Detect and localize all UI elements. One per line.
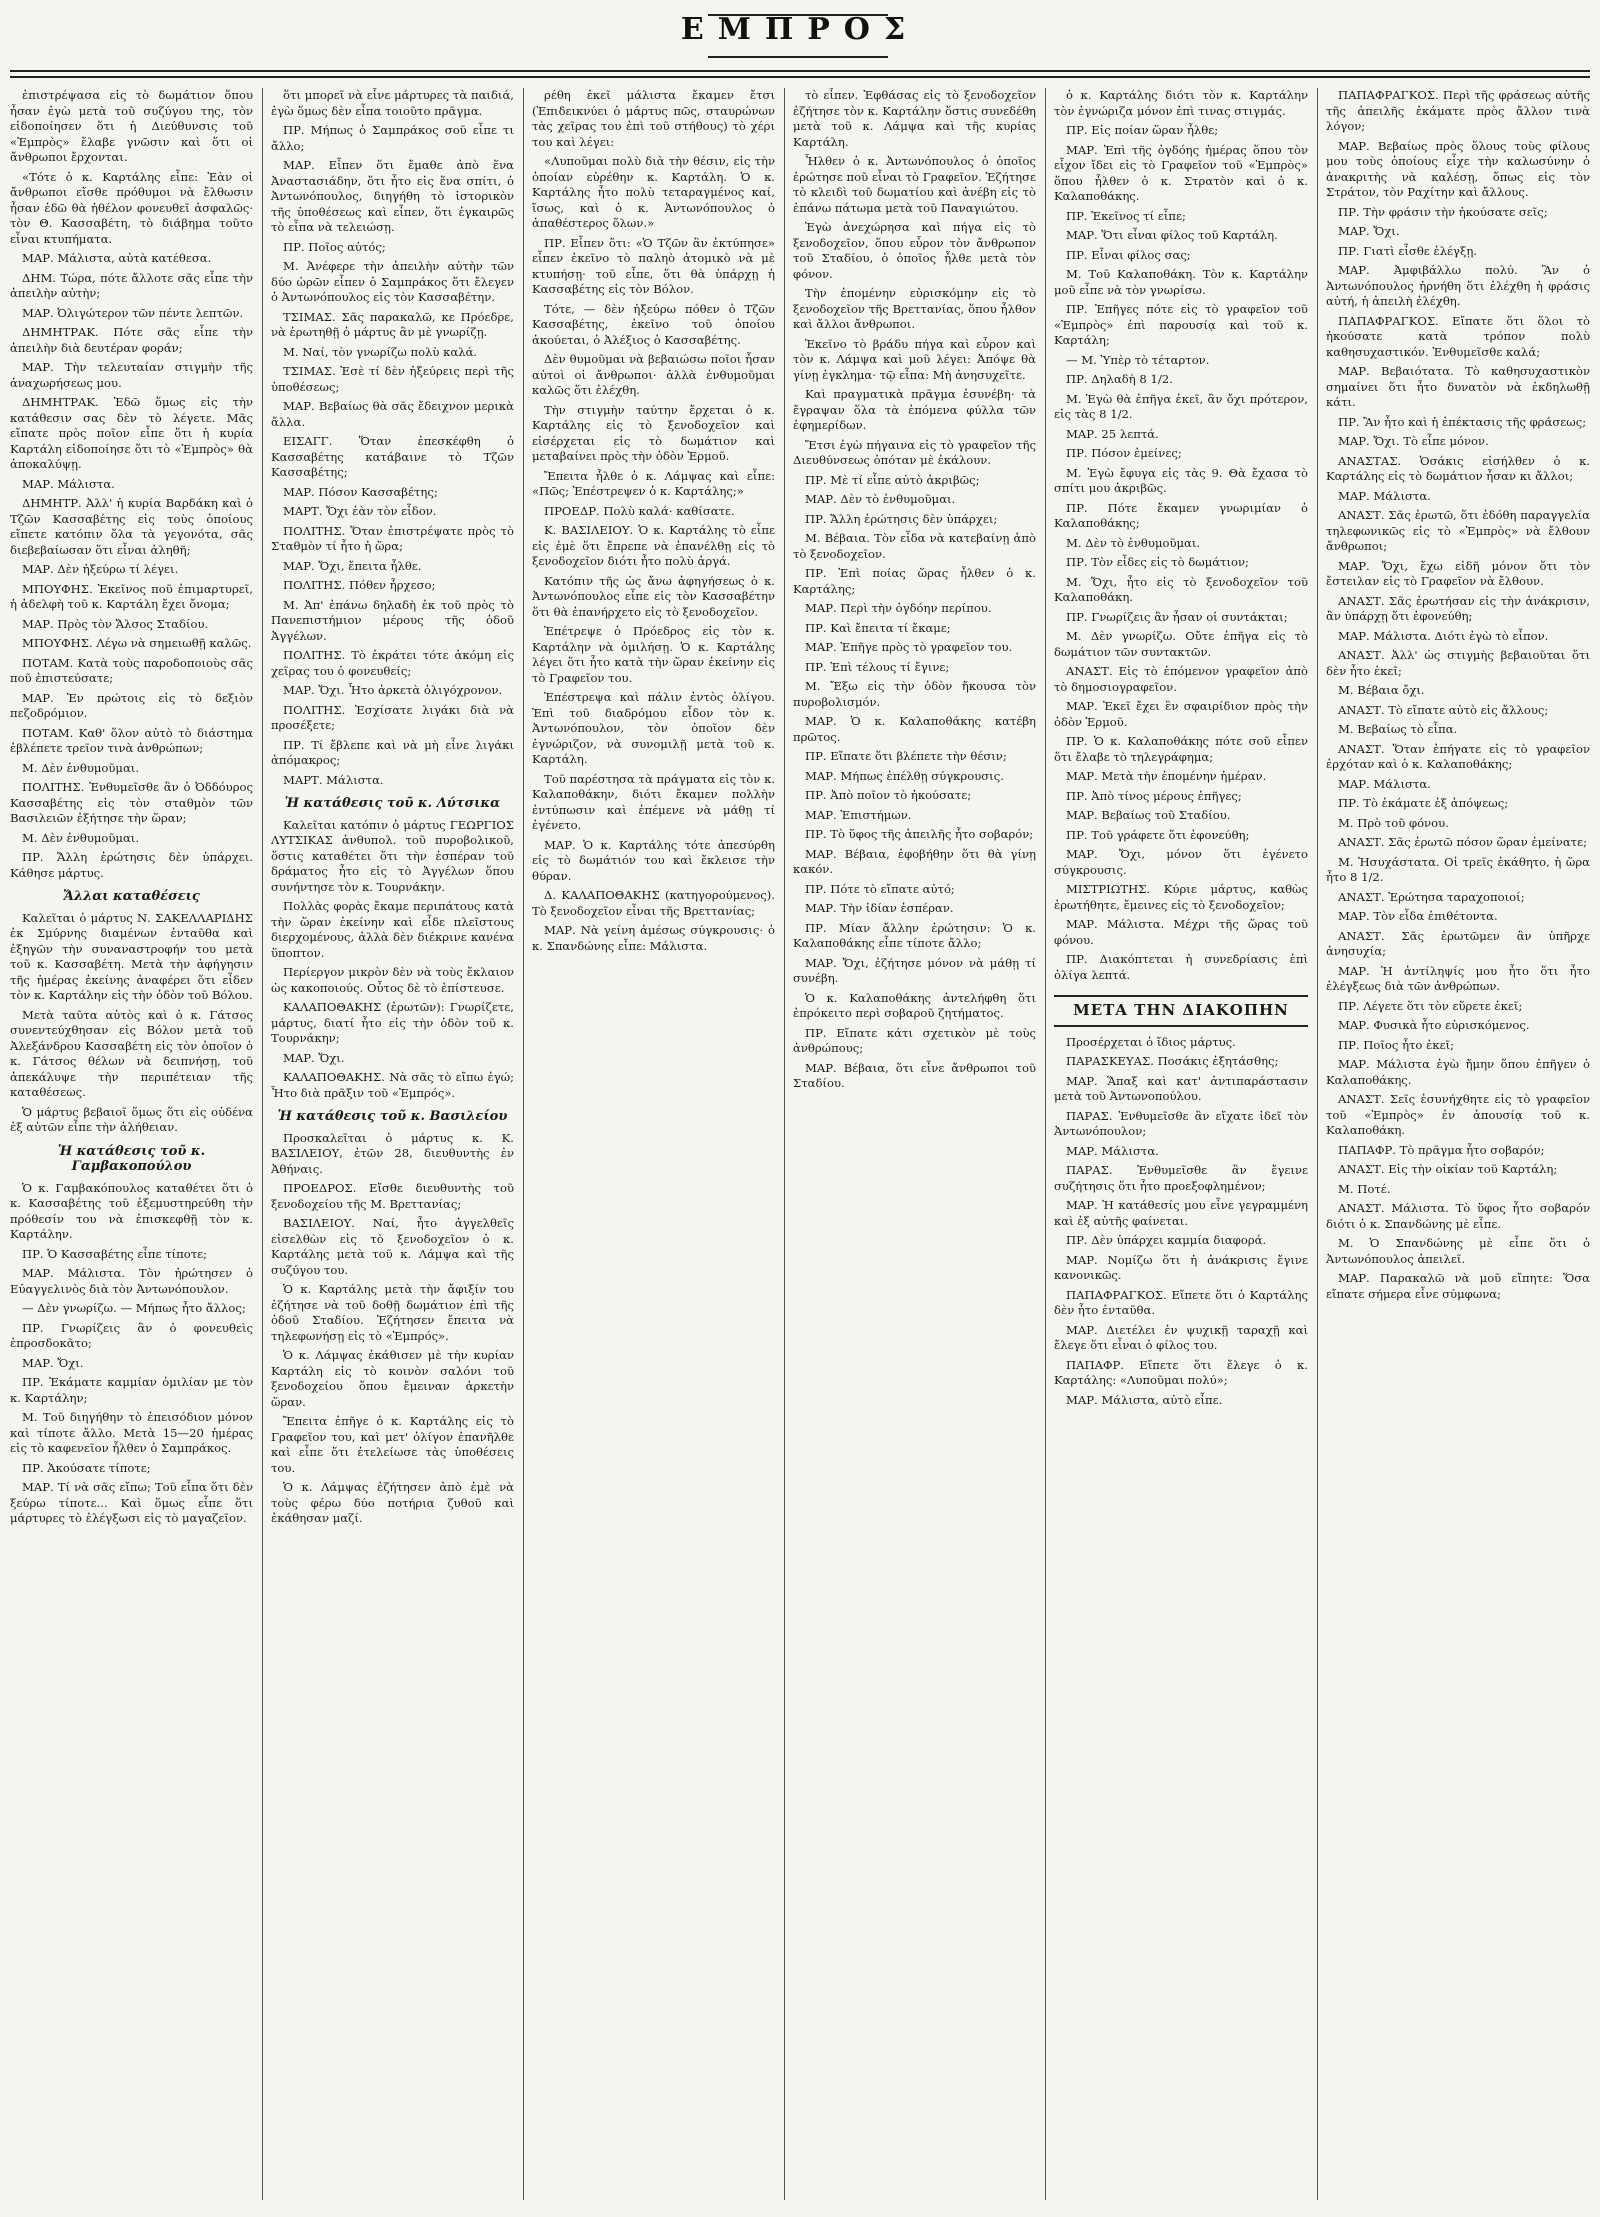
column-2-body-2 xyxy=(271,818,514,1102)
article-paragraph: ΑΝΑΣΤΑΣ. Ὁσάκις εἰσήλθεν ὁ κ. Καρτάλης εἰς τὸ δωμάτιον ἦσαν κι ἄλλοι; xyxy=(1326,453,1590,483)
article-paragraph: «Τότε ὁ κ. Καρτάλης εἶπε: Ἐὰν οἱ ἄνθρωποι εἴσθε πρόθυμοι νὰ ἔλθωσιν ἦσαν ἐδῶ θὰ ἠθέλον φονευθεῖ ἀσφαλῶς· τὸν Θ. Κασσαβέτη, τὸ διάβημα τοῦτο εἶναι κτυπήματα. xyxy=(10,169,253,246)
article-paragraph: Ἔτσι ἐγὼ πήγαινα εἰς τὸ γραφεῖον τῆς Διευθύνσεως ὁπόταν μὲ ἐκάλουν. xyxy=(793,437,1036,467)
article-paragraph: ΜΑΡ. Ἅπαξ καὶ κατ' ἀντιπαράστασιν μετὰ τοῦ Ἀντωνοπούλου. xyxy=(1054,1073,1308,1103)
article-paragraph: ΠΡ. Ἐπὶ τέλους τί ἔγινε; xyxy=(805,659,950,674)
column-1 xyxy=(10,88,253,2200)
article-paragraph: ΠΡ. Ἐπῆγες πότε εἰς τὸ γραφεῖον τοῦ «Ἐμπρὸς» ἐπὶ παρουσίᾳ καὶ τοῦ κ. Καρτάλη; xyxy=(1054,302,1308,347)
article-paragraph: ΜΑΡ. Τὸν εἶδα ἐπιθέτοντα. xyxy=(1338,909,1498,923)
article-paragraph: Ὁ κ. Γαμβακόπουλος καταθέτει ὅτι ὁ κ. Κασσαβέτης τοῦ ἐξεμυστηρεύθη τὴν πρόθεσίν του νὰ ἐπισκεφθῇ τὸν κ. Καρτάλην. xyxy=(10,1180,253,1241)
article-paragraph: Τότε, — δὲν ἠξεύρω πόθεν ὁ Τζῶν Κασσαβέτης, ἐκεῖνο τοῦ ὁποίου ἀκούεται, ὁ Ἀλέξιος ὁ Κασσαβέτης. xyxy=(532,301,775,347)
article-paragraph: ΠΡ. Ἄλλη ἐρώτησις δὲν ὑπάρχει. Κάθησε μάρτυς. xyxy=(10,850,253,880)
article-paragraph: ΑΝΑΣΤ. Τὸ εἴπατε αὐτὸ εἰς ἄλλους; xyxy=(1338,702,1549,717)
article-paragraph: ΑΝΑΣΤ. Μάλιστα. Τὸ ὕφος ἦτο σοβαρόν διότι ὁ κ. Σπανδώνης μὲ εἶπε. xyxy=(1326,1201,1590,1231)
article-paragraph: Μ. Ὁ Σπανδώνης μὲ εἶπε ὅτι ὁ Ἀντωνόπουλος ἀπειλεῖ. xyxy=(1326,1236,1590,1266)
article-paragraph: Μ. Ἀνέφερε τὴν ἀπειλὴν αὐτὴν τῶν δύο ὡρῶν εἶπεν ὁ Σαμπράκος ὅτι ἔλεγεν ὁ Ἀντωνόπουλος εἰς τὸν Κασσαβέτην. xyxy=(271,259,514,304)
column-1-heading: Ἄλλαι καταθέσεις xyxy=(63,889,200,904)
article-paragraph: Μ. Δὲν γνωρίζω. Οὔτε ἐπῆγα εἰς τὸ δωμάτιον τῶν συντακτῶν. xyxy=(1054,629,1308,659)
article-paragraph: ΠΡ. Ἐκάματε καμμίαν ὁμιλίαν με τὸν κ. Καρτάλην; xyxy=(10,1375,253,1405)
article-paragraph: Δ. ΚΑΛΑΠΟΘΑΚΗΣ (κατηγορούμενος). Τὸ ξενοδοχεῖον εἶναι τῆς Βρεττανίας; xyxy=(532,888,775,918)
article-paragraph: Μ. Ἠσυχάστατα. Οἱ τρεῖς ἐκάθητο, ἡ ὥρα ἦτο 8 1/2. xyxy=(1326,854,1590,884)
article-paragraph: Μ. Τοῦ διηγήθην τὸ ἐπεισόδιον μόνον καὶ τίποτε ἄλλο. Μετὰ 15—20 ἡμέρας εἰς τὸ καφενεῖον ἦλθεν ὁ Σαμπράκος. xyxy=(10,1410,253,1455)
article-paragraph: Προσκαλεῖται ὁ μάρτυς κ. Κ. ΒΑΣΙΛΕΙΟΥ, ἐτῶν 28, διευθυντὴς ἐν Ἀθήναις. xyxy=(271,1130,514,1176)
article-paragraph: Ὁ μάρτυς βεβαιοῖ ὅμως ὅτι εἰς οὐδένα ἐξ αὐτῶν εἶπε τὴν ἀλήθειαν. xyxy=(10,1104,253,1134)
article-paragraph: ΜΑΡ. Ἐπὶ τῆς ὀγδόης ἡμέρας ὅπου τὸν εἶχον ἴδει εἰς τὸ Γραφεῖον τοῦ «Ἐμπρὸς» ὅπου ἦλθεν ὁ κ. Στρατὸν καὶ ὁ κ. Καλαποθάκης. xyxy=(1054,142,1308,203)
article-paragraph: ΜΑΡ. Ἐπιστήμων. xyxy=(805,807,912,822)
column-3-body xyxy=(532,88,775,954)
article-paragraph: ΔΗΜ. Τώρα, πότε ἄλλοτε σᾶς εἶπε τὴν ἀπειλὴν αὐτὴν; xyxy=(10,270,253,300)
article-paragraph: ΠΡ. Μήπως ὁ Σαμπράκος σοῦ εἶπε τι ἄλλο; xyxy=(271,123,514,153)
article-paragraph: ΜΑΡΤ. Ὄχι ἐὰν τὸν εἶδον. xyxy=(283,504,437,518)
column-6 xyxy=(1326,88,1590,2200)
article-paragraph: ΠΑΠΑΦΡΑΓΚΟΣ. Εἴπατε ὅτι ὅλοι τὸ ἠκούσατε κατὰ τρόπον πολὺ καθησυχαστικόν. Ἐνθυμεῖσθε καλά; xyxy=(1326,313,1590,359)
article-paragraph: ΔΗΜΗΤΡΑΚ. Πότε σᾶς εἶπε τὴν ἀπειλὴν διὰ δευτέραν φοράν; xyxy=(10,325,253,355)
article-paragraph: ΜΑΡ. Ὄχι. xyxy=(283,1050,345,1065)
article-paragraph: ΠΟΛΙΤΗΣ. Ἐνθυμεῖσθε ἂν ὁ Ὀδδόυρος Κασσαβέτης εἰς τὸν σταθμὸν τῶν Βασιλειῶν ἐξήτησε τὴν ὥραν; xyxy=(10,780,253,825)
article-paragraph: ΜΑΡ. Βεβαίως θὰ σᾶς ἔδειχνον μερικὰ ἄλλα. xyxy=(271,399,514,429)
column-rule xyxy=(262,88,263,2200)
article-paragraph: ΠΡ. Πότε ἔκαμεν γνωριμίαν ὁ Καλαποθάκης; xyxy=(1054,500,1308,530)
article-paragraph: Μ. Ἀπ' ἐπάνω δηλαδὴ ἐκ τοῦ πρὸς τὸ Πανεπιστήμιον μέρους τῆς ὁδοῦ Ἀγγέλων. xyxy=(271,597,514,643)
article-paragraph: Περίεργον μικρὸν δὲν νὰ τοὺς ἔκλαιον ὡς κακοποιούς. Οὗτος δὲ τὸ ἐπίστευσε. xyxy=(271,965,514,995)
section-heading-after-recess: ΜΕΤΑ ΤΗΝ ΔΙΑΚΟΠΗΝ xyxy=(1054,995,1308,1027)
column-1-body-2 xyxy=(10,911,253,1136)
article-paragraph: ΠΑΠΑΦΡΑΓΚΟΣ. Περὶ τῆς φράσεως αὐτῆς τῆς ἀπειλῆς ἐκάματε πρὸς ἄλλον τινὰ λόγον; xyxy=(1326,88,1590,133)
article-paragraph: ΠΡ. Τὴν φράσιν τὴν ἠκούσατε σεῖς; xyxy=(1338,204,1548,219)
article-paragraph: ΑΝΑΣΤ. Σεῖς ἐσυνήχθητε εἰς τὸ γραφεῖον τοῦ «Ἐμπρὸς» ἐν ἀπουσίᾳ τοῦ κ. Καλαποθάκη. xyxy=(1326,1092,1590,1137)
article-paragraph: ΚΑΛΑΠΟΘΑΚΗΣ. Νὰ σᾶς τὸ εἴπω ἐγώ; Ἦτο διὰ πρᾶξιν τοῦ «Ἐμπρός». xyxy=(271,1070,514,1100)
article-paragraph: ΠΡ. Μὲ τί εἶπε αὐτὸ ἀκριβῶς; xyxy=(805,472,980,487)
article-paragraph: ΜΑΡ. Μάλιστα. xyxy=(1338,488,1431,503)
article-paragraph: ΠΟΛΙΤΗΣ. Τὸ ἐκράτει τότε ἀκόμη εἰς χεῖρας του ὁ φονευθείς; xyxy=(271,648,514,678)
article-paragraph: Ἐπέστρεψα καὶ πάλιν ἐντὸς ὀλίγου. Ἐπὶ τοῦ διαδρόμου εἶδον τὸν κ. Ἀντωνόπουλον, τὸν ὁποῖον δὲν ἐγνώριζον, νὰ συνομιλῇ μετὰ τοῦ κ. Καρτάλη. xyxy=(532,690,775,766)
article-paragraph: ΜΑΡ. Μάλιστα, αὐτὸ εἶπε. xyxy=(1066,1392,1223,1407)
article-paragraph: ΠΡ. Μίαν ἄλλην ἐρώτησιν: Ὁ κ. Καλαποθάκης εἶπε τίποτε ἄλλο; xyxy=(793,920,1036,950)
article-paragraph: ρέθη ἐκεῖ μάλιστα ἔκαμεν ἔτσι (Ἐπιδεικνύει ὁ μάρτυς πῶς, σταυρώνων τὰς χεῖρας του ἐπὶ τοῦ στήθους) τὸ χέρι του καὶ λέγει: xyxy=(532,88,775,149)
article-paragraph: ΜΑΡ. Ἐπῆγε πρὸς τὸ γραφεῖον του. xyxy=(805,640,1013,654)
article-paragraph: ΜΑΡ. Τί νὰ σᾶς εἴπω; Τοῦ εἶπα ὅτι δὲν ξεύρω τίποτε... Καὶ ὅμως εἶπε ὅτι μάρτυρες τὸ ἐλέγξωσι εἰς τὸ μαγαζεῖον. xyxy=(10,1480,253,1525)
article-paragraph: ΑΝΑΣΤ. Ἀλλ' ὡς στιγμὴς βεβαιοῦται ὅτι δὲν ἦτο ἐκεῖ; xyxy=(1326,648,1590,678)
article-paragraph: ΑΝΑΣΤ. Εἰς τὴν οἰκίαν τοῦ Καρτάλη; xyxy=(1338,1162,1558,1176)
article-paragraph: ΠΡ. Γιατὶ εἶσθε ἐλέγξῃ. xyxy=(1338,243,1478,258)
article-paragraph: ΤΣΙΜΑΣ. Σᾶς παρακαλῶ, κε Πρόεδρε, νὰ ἐρωτηθῇ ὁ μάρτυς ἂν μὲ γνωρίζῃ. xyxy=(271,309,514,339)
article-paragraph: ΜΑΡΤ. Μάλιστα. xyxy=(283,772,384,787)
article-paragraph: Μ. Δὲν ἐνθυμοῦμαι. xyxy=(22,830,140,845)
article-paragraph: ΜΑΡ. Ὄχι. Τὸ εἶπε μόνον. xyxy=(1338,434,1489,448)
article-paragraph: ΜΑΡ. Ἡ κατάθεσίς μου εἶνε γεγραμμένη καὶ ἐξ αὐτῆς φαίνεται. xyxy=(1054,1198,1308,1228)
article-paragraph: Μ. Βέβαια. Τὸν εἶδα νὰ κατεβαίνῃ ἀπὸ τὸ ξενοδοχεῖον. xyxy=(793,531,1036,561)
article-paragraph: ΠΡ. Γνωρίζεις ἂν ὁ φονευθεὶς ἐπροσδοκᾶτο; xyxy=(10,1320,253,1350)
article-paragraph: ΔΗΜΗΤΡΑΚ. Ἐδῶ ὅμως εἰς τὴν κατάθεσιν σας δὲν τὸ λέγετε. Μᾶς εἴπατε πρὸς ποῖον εἶπε ὅτι ἡ κυρία Καρτάλη εἰδοποίησε ὅτι τὸ «Ἐμπρὸς» θὰ ἀποκαλύψῃ. xyxy=(10,395,253,471)
article-paragraph: ΠΡ. Τί ἔβλεπε καὶ νὰ μὴ εἶνε λιγάκι ἀπόμακρος; xyxy=(271,737,514,767)
column-rule xyxy=(1317,88,1318,2200)
article-paragraph: ΜΑΡ. Ὄχι, ἔχω εἰδῆ μόνον ὅτι τὸν ἔστειλαν εἰς τὸ Γραφεῖον νὰ ἔλθουν. xyxy=(1326,558,1590,588)
article-paragraph: ΠΡ. Ἄλλη ἐρώτησις δὲν ὑπάρχει; xyxy=(805,511,998,526)
column-5-body-2 xyxy=(1054,1035,1308,1409)
article-paragraph: ΠΡ. Εἰς ποίαν ὥραν ἦλθε; xyxy=(1066,123,1219,137)
article-paragraph: ΜΑΡ. Βεβαιότατα. Τὸ καθησυχαστικὸν σημαίνει ὅτι ἦτο δυνατὸν νὰ ἐκδηλωθῇ κάτι. xyxy=(1326,364,1590,409)
article-paragraph: ΜΑΡ. Ὀλιγώτερον τῶν πέντε λεπτῶν. xyxy=(22,305,244,320)
article-paragraph: ΠΡ. Πότε τὸ εἴπατε αὐτό; xyxy=(805,881,955,896)
column-5 xyxy=(1054,88,1308,2200)
article-paragraph: ΔΗΜΗΤΡ. Ἀλλ' ἡ κυρία Βαρδάκη καὶ ὁ Τζῶν Κασσαβέτης εἰς τοὺς ὁποίους εἴπετε κατόπιν ὅλα τὰ γεγονότα, σᾶς διεβεβαίωσαν ὅτι εἶναι ἀληθῆ; xyxy=(10,496,253,557)
article-paragraph: ΜΑΡ. Μάλιστα. xyxy=(1338,776,1431,791)
article-paragraph: ΠΡ. Γνωρίζεις ἂν ἦσαν οἱ συντάκται; xyxy=(1066,609,1288,624)
article-paragraph: ΑΝΑΣΤ. Ὅταν ἐπήγατε εἰς τὸ γραφεῖον ἐρχόταν καὶ ὁ κ. Καλαποθάκης; xyxy=(1326,741,1590,771)
article-paragraph: ΠΑΡΑΣ. Ἐνθυμεῖσθε ἂν εἴχατε ἰδεῖ τὸν Ἀντωνόπουλον; xyxy=(1054,1108,1308,1138)
article-paragraph: ΜΑΡ. Ὄχι, ἐζήτησε μόνον νὰ μάθῃ τί συνέβη. xyxy=(793,955,1036,985)
article-paragraph: Μετὰ ταῦτα αὐτὸς καὶ ὁ κ. Γάτσος συνεντεύχθησαν εἰς Βόλον μετὰ τοῦ Ἀλεξάνδρου Κασσαβέτη εἰς τὸν ὁποῖον ὁ κ. Γάτσος θέλων νὰ δειπνήσῃ, τοῦ ἀπεκάλυψε τὴν περιπέτειαν τῆς καταθέσεως. xyxy=(10,1007,253,1099)
article-paragraph: Ὁ κ. Λάμψας ἐζήτησεν ἀπὸ ἐμὲ νὰ τοὺς φέρω δύο ποτήρια ζυθοῦ καὶ ἐκάθησαν μαζί. xyxy=(271,1480,514,1525)
article-paragraph: Μ. Δὲν ἐνθυμοῦμαι. xyxy=(22,760,140,775)
article-paragraph: Πολλὰς φορὰς ἔκαμε περιπάτους κατὰ τὴν ὥραν ἐκείνην καὶ εἶδε πλεῖστους διερχομένους, ἀλλὰ δὲν διέκρινε κανένα ὕποπτον. xyxy=(271,899,514,960)
article-paragraph: ὁ κ. Καρτάλης διότι τὸν κ. Καρτάλην τὸν ἐγνώριζα μόνον ἐπὶ τινας στιγμάς. xyxy=(1054,88,1308,118)
article-paragraph: Μ. Ναί, τὸν γνωρίζω πολὺ καλά. xyxy=(283,344,478,359)
article-paragraph: Μ. Βέβαια ὄχι. xyxy=(1338,683,1425,697)
article-paragraph: ΜΑΡ. Μάλιστα. Μέχρι τῆς ὥρας τοῦ φόνου. xyxy=(1054,917,1308,947)
article-paragraph: τὸ εἶπεν. Ἐφθάσας εἰς τὸ ξενοδοχεῖον ἐζήτησε τὸν κ. Καρτάλην ὅστις συνεδέθη μετὰ τοῦ κ. Λάμψα καὶ τῆς κυρίας Καρτάλη. xyxy=(793,88,1036,149)
article-paragraph: ΠΡ. Ἂν ἦτο καὶ ἡ ἐπέκτασις τῆς φράσεως; xyxy=(1338,414,1587,429)
article-paragraph: ΠΡ. Εἴπατε κάτι σχετικὸν μὲ τοὺς ἀνθρώπους; xyxy=(793,1025,1036,1055)
article-paragraph: Δὲν θυμοῦμαι νὰ βεβαιώσω ποῖοι ἦσαν αὐτοὶ οἱ ἄνθρωποι· ἀλλὰ ἐνθυμοῦμαι καλῶς ὅτι ἐλέχθη. xyxy=(532,352,775,397)
column-2 xyxy=(271,88,514,2200)
column-1-body xyxy=(10,88,253,881)
article-paragraph: Τὴν στιγμὴν ταύτην ἔρχεται ὁ κ. Καρτάλης εἰς τὸ ξενοδοχεῖον καὶ εἰσέρχεται εἰς τὸ δωμάτιον καὶ μεταβαίνει πρὸς τὴν ὁδὸν Ἑρμοῦ. xyxy=(532,402,775,463)
article-paragraph: ΜΑΡ. Δὲν ἠξεύρω τί λέγει. xyxy=(22,562,179,576)
article-paragraph: ΑΝΑΣΤ. Σᾶς ἐρωτῶ πόσον ὥραν ἐμείνατε; xyxy=(1338,835,1588,849)
article-paragraph: ΠΑΡΑΣ. Ἐνθυμεῖσθε ἂν ἔγεινε συζήτησις ὅτι ἦτο προεξοφλημένον; xyxy=(1054,1163,1308,1193)
article-paragraph: ΜΑΡ. Μάλιστα, αὐτὰ κατέθεσα. xyxy=(22,251,212,265)
masthead xyxy=(0,8,1600,70)
article-paragraph: ΠΟΤΑΜ. Κατὰ τοὺς παροδοποιοὺς σᾶς ποῦ ἐπιστεύσατε; xyxy=(10,655,253,685)
article-paragraph: ΠΡ. Ἐπὶ ποίας ὥρας ἦλθεν ὁ κ. Καρτάλης; xyxy=(793,566,1036,596)
article-paragraph: Μ. Ὄχι, ἦτο εἰς τὸ ξενοδοχεῖον τοῦ Καλαποθάκη. xyxy=(1054,574,1308,604)
article-paragraph: ΠΡ. Καὶ ἔπειτα τί ἔκαμε; xyxy=(805,620,951,635)
column-1-heading-2: Ἡ κατάθεσις τοῦ κ. Γαμβακοπούλου xyxy=(57,1143,206,1174)
column-rule xyxy=(784,88,785,2200)
article-paragraph: Ὁ κ. Καλαποθάκης ἀντελήφθη ὅτι ἐπρόκειτο περὶ σοβαροῦ ζητήματος. xyxy=(793,990,1036,1020)
article-paragraph: Καλεῖται κατόπιν ὁ μάρτυς ΓΕΩΡΓΙΟΣ ΛΥΤΣΙΚΑΣ ἀνθυπολ. τοῦ πυροβολικοῦ, ὅστις καταθέτει ὅτι τὴν ἑσπέραν τοῦ δράματος ἦτο εἰς τὸ Ἀγγέλων ὅπου συνήντησε τὸν κ. Τουρνάκην. xyxy=(271,817,514,894)
article-paragraph: ΜΑΡ. Νομίζω ὅτι ἡ ἀνάκρισις ἔγινε κανονικῶς. xyxy=(1054,1252,1308,1282)
article-paragraph: ΠΑΡΑΣΚΕΥΑΣ. Ποσάκις ἐξητάσθης; xyxy=(1066,1054,1279,1068)
article-paragraph: ΠΑΠΑΦΡ. Τὸ πρᾶγμα ἦτο σοβαρόν; xyxy=(1338,1142,1545,1157)
article-paragraph: ΠΡ. Δὲν ὑπάρχει καμμία διαφορά. xyxy=(1066,1233,1267,1247)
article-paragraph: ΤΣΙΜΑΣ. Ἐσὲ τί δὲν ἠξεύρεις περὶ τῆς ὑποθέσεως; xyxy=(271,364,514,394)
article-paragraph: ΠΡ. Ποῖος αὐτός; xyxy=(283,239,386,254)
article-paragraph: ΜΑΡ. Ἀμφιβάλλω πολύ. Ἂν ὁ Ἀντωνόπουλος ἠρνήθη ὅτι ἐλέχθη ἡ φράσις αὐτή, ἡ ἀπειλὴ ἐλέχθη. xyxy=(1326,263,1590,308)
article-paragraph: ΜΑΡ. Μετὰ τὴν ἐπομένην ἡμέραν. xyxy=(1066,769,1267,783)
article-paragraph: ΜΑΡ. Μάλιστα. xyxy=(1066,1143,1159,1158)
article-paragraph: ΠΡ. Εἶναι φίλος σας; xyxy=(1066,247,1191,262)
article-paragraph: Μ. Ἐγὼ θὰ ἐπῆγα ἐκεῖ, ἂν ὄχι πρότερον, εἰς τὰς 8 1/2. xyxy=(1054,391,1308,421)
article-paragraph: ΠΡ. Πόσον ἐμείνες; xyxy=(1066,446,1182,460)
article-paragraph: ΜΑΡ. Ὄχι. xyxy=(22,1355,84,1370)
article-paragraph: ΜΑΡ. Ὄχι. Ἦτο ἀρκετὰ ὀλιγόχρονον. xyxy=(283,683,503,697)
article-paragraph: — Δὲν γνωρίζω. — Μήπως ἦτο ἄλλος; xyxy=(22,1301,246,1315)
article-paragraph: ΜΑΡ. Ἡ ἀντίληψίς μου ἦτο ὅτι ἦτο ἐλέγξεως διὰ τῶν ἀνθρώπων. xyxy=(1326,963,1590,993)
article-paragraph: ΠΡ. Διακόπτεται ἡ συνεδρίασις ἐπὶ ὀλίγα λεπτά. xyxy=(1054,952,1308,982)
column-1-body-3 xyxy=(10,1181,253,1527)
column-2-body xyxy=(271,88,514,788)
article-paragraph: Κατόπιν τῆς ὡς ἄνω ἀφηγήσεως ὁ κ. Ἀντωνόπουλος εἶπε εἰς τὸν Κασσαβέτην ὅτι θὰ ἐπανήρχετο εἰς τὸ ξενοδοχεῖον. xyxy=(532,573,775,619)
column-4-body xyxy=(793,88,1036,1092)
article-paragraph: ὅτι μπορεῖ νὰ εἶνε μάρτυρες τὰ παιδιά, ἐγὼ ὅμως δὲν εἶπα τοιοῦτο πρᾶγμα. xyxy=(271,88,514,118)
article-paragraph: ΠΑΠΑΦΡ. Εἴπετε ὅτι ἔλεγε ὁ κ. Καρτάλης: «Λυποῦμαι πολύ»; xyxy=(1054,1357,1308,1387)
article-paragraph: ΜΑΡ. Βεβαίως πρὸς ὅλους τοὺς φίλους μου τοὺς ὁποίους εἶχε τὴν καλωσύνην ὁ ἀνακριτὴς νὰ καλέσῃ, ὅπως εἰς τὸν Στράτον, τὸν Ραχίτην καὶ ἄλλους. xyxy=(1326,138,1590,199)
article-paragraph: Καλεῖται ὁ μάρτυς Ν. ΣΑΚΕΛΛΑΡΙΔΗΣ ἐκ Σμύρνης διαμένων ἐνταῦθα καὶ ἐξηγῶν τὴν συναναστροφήν του μετὰ τοῦ κ. Κασσαβέτη. Μετὰ τὴν ἀφήγησιν τῆς ἡμέρας ἐκείνης ἀναφέρει ὅτι εἶδεν τὸν κ. Καρτάλην εἰς τὴν ὁδὸν τοῦ Βόλου. xyxy=(10,910,253,1002)
article-paragraph: Μ. Ἔξω εἰς τὴν ὁδὸν ἤκουσα τὸν πυροβολισμόν. xyxy=(793,679,1036,709)
article-paragraph: Κ. ΒΑΣΙΛΕΙΟΥ. Ὁ κ. Καρτάλης τὸ εἶπε εἰς ἐμὲ ὅτι ἔπρεπε νὰ ἐπανέλθῃ εἰς τὸ ξενοδοχεῖον διότι ἦτο πολὺ ἀργά. xyxy=(532,523,775,568)
article-paragraph: Ἐπέτρεψε ὁ Πρόεδρος εἰς τὸν κ. Καρτάλην νὰ ὁμιλήσῃ. Ὁ κ. Καρτάλης λέγει ὅτι ἦτο κατὰ τὴν ὥραν ἐκείνην εἰς τὸ Γραφεῖον του. xyxy=(532,624,775,685)
article-paragraph: ΜΑΡ. Διετέλει ἐν ψυχικῇ ταραχῇ καὶ ἔλεγε ὅτι εἶναι ὁ φίλος του. xyxy=(1054,1322,1308,1352)
article-paragraph: ΠΡ. Ἀκούσατε τίποτε; xyxy=(22,1460,151,1475)
article-paragraph: Ἔπειτα ἦλθε ὁ κ. Λάμψας καὶ εἶπε: «Πῶς; Ἐπέστρεψεν ὁ κ. Καρτάλης;» xyxy=(532,468,775,498)
article-paragraph: ΜΑΡ. Ὅτι εἶναι φίλος τοῦ Καρτάλη. xyxy=(1066,228,1278,242)
article-paragraph: ΠΡ. Εἶπεν ὅτι: «Ὁ Τζῶν ἂν ἐκτύπησε» εἶπεν ἐκεῖνο τὸ παληὸ ἀτομικὸ νὰ μὲ κτυπήσῃ· τοῦ εἶπε, ὅτι θὰ ὑπάρχῃ ἡ Κασσαβέτης εἰς τὸν Βόλον. xyxy=(532,235,775,296)
article-paragraph: Τοῦ παρέστησα τὰ πράγματα εἰς τὸν κ. Καλαποθάκην, διότι ἔκαμεν πολλὴν ἐντύπωσιν καὶ ἐπέμενε νὰ μάθῃ τί ἐγένετο. xyxy=(532,771,775,832)
article-paragraph: ΠΡ. Ποῖος ἦτο ἐκεῖ; xyxy=(1338,1037,1455,1052)
article-paragraph: Μ. Τοῦ Καλαποθάκη. Τὸν κ. Καρτάλην μοῦ εἶπε νὰ τὸν γνωρίσω. xyxy=(1054,267,1308,297)
article-paragraph: Ὁ κ. Καρτάλης μετὰ τὴν ἄφιξίν του ἐζήτησε νὰ τοῦ δοθῇ δωμάτιον ἐπὶ τῆς ὁδοῦ Σταδίου. Ἐζήτησεν ἔπειτα νὰ τηλεφωνήσῃ εἰς τὸ «Ἐμπρός». xyxy=(271,1282,514,1343)
article-paragraph: Καὶ πραγματικὰ πρᾶγμα ἐσυνέβη· τὰ ἔγραψαν ὅλα τὰ ἐπόμενα φύλλα τῶν ἐφημερίδων. xyxy=(793,387,1036,432)
article-paragraph: ΠΡ. Τὸν εἶδες εἰς τὸ δωμάτιον; xyxy=(1066,555,1249,569)
article-paragraph: ΕΙΣΑΓΓ. Ὅταν ἐπεσκέφθη ὁ Κασσαβέτης κατάβαινε τὸ Τζῶν Κασσαβέτης; xyxy=(271,434,514,479)
article-paragraph: ΜΑΡ. Ἐν πρώτοις εἰς τὸ δεξιὸν πεζοδρόμιον. xyxy=(10,690,253,720)
column-6-body xyxy=(1326,88,1590,1302)
article-paragraph: ΜΑΡ. Ὄχι, μόνον ὅτι ἐγένετο σύγκρουσις. xyxy=(1054,847,1308,877)
article-paragraph: ΜΑΡ. Νὰ γείνη ἀμέσως σύγκρουσις· ὁ κ. Σπανδώνης εἶπε: Μάλιστα. xyxy=(532,923,775,953)
column-2-heading: Ἡ κατάθεσις τοῦ κ. Λύτσικα xyxy=(284,796,501,811)
article-paragraph: Μ. Δὲν τὸ ἐνθυμοῦμαι. xyxy=(1066,535,1201,550)
article-paragraph: Ἐκεῖνο τὸ βράδυ πήγα καὶ εὗρον καὶ τὸν κ. Λάμψα καὶ μοῦ λέγει: Ἀπόψε θὰ γίνῃ ἐγκλημα· τῷ εἶπα: Μὴ ἀνησυχεῖτε. xyxy=(793,336,1036,382)
article-paragraph: Μ. Βεβαίως τὸ εἶπα. xyxy=(1338,722,1458,736)
masthead-title: ΕΜΠΡΟΣ xyxy=(680,12,920,47)
article-paragraph: ΚΑΛΑΠΟΘΑΚΗΣ (ἐρωτῶν): Γνωρίζετε, μάρτυς, διατί ἦτο εἰς τὴν ὁδὸν τοῦ κ. Τουρνάκην; xyxy=(271,1000,514,1045)
article-paragraph: ΜΑΡ. Μάλιστα. Τὸν ἠρώτησεν ὁ Εὐαγγελινὸς διὰ τὸν Ἀντωνόπουλον. xyxy=(10,1266,253,1296)
article-paragraph: ΠΡ. Ὁ Κασσαβέτης εἶπε τίποτε; xyxy=(22,1246,208,1261)
article-paragraph: ΜΑΡ. Περὶ τὴν ὀγδόην περίπου. xyxy=(805,601,992,615)
article-paragraph: Ἐγὼ ἀνεχώρησα καὶ πήγα εἰς τὸ ξενοδοχεῖον, ὅπου εὗρον τὸν ἄνθρωπον τοῦ Σταδίου, ὁ ὁποῖος ἦλθε μετὰ τὸν φόνον. xyxy=(793,220,1036,281)
article-paragraph: ΠΡ. Λέγετε ὅτι τὸν εὕρετε ἐκεῖ; xyxy=(1338,998,1523,1013)
article-paragraph: ΜΑΡ. Παρακαλῶ νὰ μοῦ εἴπητε: Ὅσα εἴπατε σήμερα εἶνε σύμφωνα; xyxy=(1326,1271,1590,1301)
column-rule xyxy=(523,88,524,2200)
article-paragraph: ΜΑΡ. Τὴν ἰδίαν ἑσπέραν. xyxy=(805,901,954,915)
article-paragraph: Μ. Ποτέ. xyxy=(1338,1181,1391,1196)
article-paragraph: ΜΑΡ. Μάλιστα. Διότι ἐγὼ τὸ εἶπον. xyxy=(1338,628,1549,643)
article-paragraph: ἐπιστρέψασα εἰς τὸ δωμάτιον ὅπου ἦσαν ἐγὼ μετὰ τοῦ συζύγου της, τὸν εἰδοποίησεν ὅτι ἡ Διεύθυνσις τοῦ «Ἐμπρὸς» ἔλαβε γνῶσιν καὶ ὅτι οἱ ἄνθρωποι ἔρχονται. xyxy=(10,88,253,164)
article-paragraph: ΜΑΡ. Ἐκεῖ ἔχει ἓν σφαιρίδιον πρὸς τὴν ὁδὸν Ἑρμοῦ. xyxy=(1054,699,1308,729)
column-rule xyxy=(1045,88,1046,2200)
article-paragraph: ΠΟΛΙΤΗΣ. Πόθεν ἦρχεσο; xyxy=(283,578,436,592)
article-paragraph: ΠΡ. Δηλαδὴ 8 1/2. xyxy=(1066,372,1173,386)
article-paragraph: ΠΑΠΑΦΡΑΓΚΟΣ. Εἴπετε ὅτι ὁ Καρτάλης δὲν ἦτο ἐνταῦθα. xyxy=(1054,1287,1308,1317)
article-paragraph: ΠΡ. Ὁ κ. Καλαποθάκης πότε σοῦ εἶπεν ὅτι ἔλαβε τὸ τηλεγράφημα; xyxy=(1054,734,1308,764)
article-paragraph: ΠΡΟΕΔΡ. Πολὺ καλά· καθίσατε. xyxy=(544,503,735,518)
column-3 xyxy=(532,88,775,2200)
article-paragraph: ΜΑΡ. Μήπως ἐπέλθῃ σύγκρουσις. xyxy=(805,768,1004,783)
article-paragraph: ΜΑΡ. Πόσον Κασσαβέτης; xyxy=(283,484,438,499)
article-paragraph: ΜΠΟΥΦΗΣ. Ἐκεῖνος ποῦ ἐπιμαρτυρεῖ, ἡ ἀδελφὴ τοῦ κ. Καρτάλη ἔχει ὄνομα; xyxy=(10,581,253,611)
article-paragraph: ΠΟΛΙΤΗΣ. Ἐσχίσατε λιγάκι διὰ νὰ προσέξετε; xyxy=(271,702,514,732)
article-paragraph: ΜΑΡ. Δὲν τὸ ἐνθυμοῦμαι. xyxy=(805,492,956,506)
article-paragraph: Μ. Ἐγὼ ἔφυγα εἰς τὰς 9. Θὰ ἔχασα τὸ σπίτι μου ἀκριβῶς. xyxy=(1054,465,1308,495)
article-paragraph: ΜΑΡ. Βεβαίως τοῦ Σταδίου. xyxy=(1066,808,1231,822)
article-paragraph: ΜΑΡ. Ὁ κ. Καλαποθάκης κατέβη πρῶτος. xyxy=(793,714,1036,744)
article-paragraph: Μ. Πρὸ τοῦ φόνου. xyxy=(1338,815,1449,830)
article-paragraph: ΜΑΡ. Φυσικὰ ἦτο εὑρισκόμενος. xyxy=(1338,1018,1530,1032)
column-4 xyxy=(793,88,1036,2200)
column-5-body xyxy=(1054,88,1308,983)
article-paragraph: ΠΡ. Τοῦ γράφετε ὅτι ἐφονεύθη; xyxy=(1066,827,1250,842)
column-2-body-3 xyxy=(271,1131,514,1527)
article-paragraph: ΠΡΟΕΔΡΟΣ. Εἴσθε διευθυντὴς τοῦ ξενοδοχείου τῆς Μ. Βρεττανίας; xyxy=(271,1181,514,1211)
article-paragraph: ΑΝΑΣΤ. Εἰς τὸ ἐπόμενον γραφεῖον ἀπὸ τὸ δημοσιογραφεῖον. xyxy=(1054,664,1308,694)
article-paragraph: ΒΑΣΙΛΕΙΟΥ. Ναί, ἦτο ἀγγελθεῖς εἰσελθὼν εἰς τὸ ξενοδοχεῖον ὁ κ. Καρτάλης μετὰ τοῦ κ. Λάμψα καὶ τῆς συζύγου του. xyxy=(271,1216,514,1277)
article-paragraph: Τὴν ἐπομένην εὑρισκόμην εἰς τὸ ξενοδοχεῖον τῆς Βρεττανίας, ὅπου ἦλθον καὶ ἄλλοι ἄνθρωποι. xyxy=(793,286,1036,331)
article-paragraph: ΠΡ. Τὸ ὕφος τῆς ἀπειλῆς ἦτο σοβαρόν; xyxy=(805,827,1034,841)
article-paragraph: ΜΑΡ. Πρὸς τὸν Ἄλσος Σταδίου. xyxy=(22,616,209,631)
article-paragraph: «Λυποῦμαι πολὺ διὰ τὴν θέσιν, εἰς τὴν ὁποίαν εὑρέθην κ. Καρτάλη. Ὁ κ. Καρτάλης ἦτο πολὺ τεταραγμένος καί, ἴσως, καὶ ὁ κ. Ἀντωνόπουλος ὁ ἀπαθέστερος ὅλων.» xyxy=(532,154,775,230)
column-2-heading-2: Ἡ κατάθεσις τοῦ κ. Βασιλείου xyxy=(277,1109,508,1124)
article-paragraph: ΜΑΡ. Βέβαια, ἐφοβήθην ὅτι θὰ γίνῃ κακόν. xyxy=(793,846,1036,876)
article-paragraph: ΑΝΑΣΤ. Σᾶς ἐρωτῶ, ὅτι ἐδόθη παραγγελία τηλεφωνικῶς εἰς τὸ «Ἐμπρὸς» νὰ ἔλθουν ἄνθρωποι; xyxy=(1326,508,1590,553)
article-paragraph: ΠΡ. Εἴπατε ὅτι βλέπετε τὴν θέσιν; xyxy=(805,749,1007,763)
article-paragraph: ΑΝΑΣΤ. Σᾶς ἐρωτῶμεν ἂν ὑπῆρχε ἀνησυχία; xyxy=(1326,928,1590,958)
article-paragraph: ΜΑΡ. Τὴν τελευταίαν στιγμὴν τῆς ἀναχωρήσεως μου. xyxy=(10,360,253,390)
article-paragraph: ΜΑΡ. Εἶπεν ὅτι ἔμαθε ἀπὸ ἕνα Ἀναστασιάδην, ὅτι ἦτο εἰς ἕνα σπίτι, ὁ Ἀντωνόπουλος, διηγήθη τὸ ἱστορικὸν τῆς ὑποθέσεως καὶ εἶπεν, ὅτι ἐγκαιρῶς τὸ εἶπα νὰ τελειώσῃ. xyxy=(271,158,514,234)
article-paragraph: ΠΡ. Ἐκεῖνος τί εἶπε; xyxy=(1066,208,1186,223)
masthead-rule-top xyxy=(10,70,1590,72)
article-paragraph: ΠΟΤΑΜ. Καθ' ὅλον αὐτὸ τὸ διάστημα ἐβλέπετε τρεῖον τινὰ ἀνθρώπων; xyxy=(10,725,253,755)
article-paragraph: ΜΑΡ. Μάλιστα. xyxy=(22,476,115,491)
article-paragraph: ΠΡ. Ἀπὸ ποῖον τὸ ἠκούσατε; xyxy=(805,788,972,802)
article-paragraph: ΜΠΟΥΦΗΣ. Λέγω νὰ σημειωθῇ καλῶς. xyxy=(22,636,252,650)
article-paragraph: ΜΙΣΤΡΙΩΤΗΣ. Κύριε μάρτυς, καθὼς ἐρωτήθητε, ἔμεινες εἰς τὸ ξενοδοχεῖον; xyxy=(1054,882,1308,912)
article-paragraph: Ἦλθεν ὁ κ. Ἀντωνόπουλος ὁ ὁποῖος ἐρώτησε ποῦ εἶναι τὸ Γραφεῖον. Ἐζήτησε τὸ κλειδὶ τοῦ δωματίου καὶ ἀνέβη εἰς τὸ ἐπάνω πάτωμα μετὰ τοῦ Παναγιώτου. xyxy=(793,154,1036,215)
article-paragraph: ΜΑΡ. Ὄχι, ἔπειτα ἦλθε. xyxy=(283,558,422,573)
article-paragraph: ΠΡ. Ἀπὸ τίνος μέρους ἐπῆγες; xyxy=(1066,788,1242,803)
article-paragraph: ΑΝΑΣΤ. Σᾶς ἐρωτήσαν εἰς τὴν ἀνάκρισιν, ἂν ὑπάρχῃ ὅτι ἐφονεύθη; xyxy=(1326,593,1590,623)
article-paragraph: Ὁ κ. Λάμψας ἐκάθισεν μὲ τὴν κυρίαν Καρτάλη εἰς τὸ κοινὸν σαλόνι τοῦ ξενοδοχείου ὅπου ἔμειναν ἀρκετὴν ὥραν. xyxy=(271,1348,514,1409)
article-paragraph: — Μ. Ὑπὲρ τὸ τέταρτον. xyxy=(1066,352,1210,367)
article-paragraph: ΜΑΡ. Βέβαια, ὅτι εἶνε ἄνθρωποι τοῦ Σταδίου. xyxy=(793,1060,1036,1090)
masthead-rule-bottom xyxy=(10,76,1590,78)
article-paragraph: Προσέρχεται ὁ ἴδιος μάρτυς. xyxy=(1066,1034,1236,1049)
article-paragraph: ΜΑΡ. Ὁ κ. Καρτάλης τότε ἀπεσύρθη εἰς τὸ δωμάτιόν του καὶ ἔκλεισε τὴν θύραν. xyxy=(532,837,775,883)
article-paragraph: ΜΑΡ. Μάλιστα ἐγὼ ἤμην ὅπου ἐπῆγεν ὁ Καλαποθάκης. xyxy=(1326,1057,1590,1087)
article-paragraph: ΜΑΡ. Ὄχι. xyxy=(1338,224,1400,238)
article-paragraph: ΜΑΡ. 25 λεπτά. xyxy=(1066,426,1159,441)
article-paragraph: ΑΝΑΣΤ. Ἐρώτησα ταραχοποιοί; xyxy=(1338,889,1525,904)
article-paragraph: ΠΟΛΙΤΗΣ. Ὅταν ἐπιστρέψατε πρὸς τὸ Σταθμὸν τί ἦτο ἡ ὥρα; xyxy=(271,523,514,553)
article-paragraph: ΠΡ. Τὸ ἐκάματε ἐξ ἀπόψεως; xyxy=(1338,796,1509,810)
article-paragraph: Ἔπειτα ἐπῆγε ὁ κ. Καρτάλης εἰς τὸ Γραφεῖον του, καὶ μετ' ὀλίγον ἐπανῆλθε καὶ εἶπε ὅτι ἐτελείωσε τὰς ὑποθέσεις του. xyxy=(271,1414,514,1475)
